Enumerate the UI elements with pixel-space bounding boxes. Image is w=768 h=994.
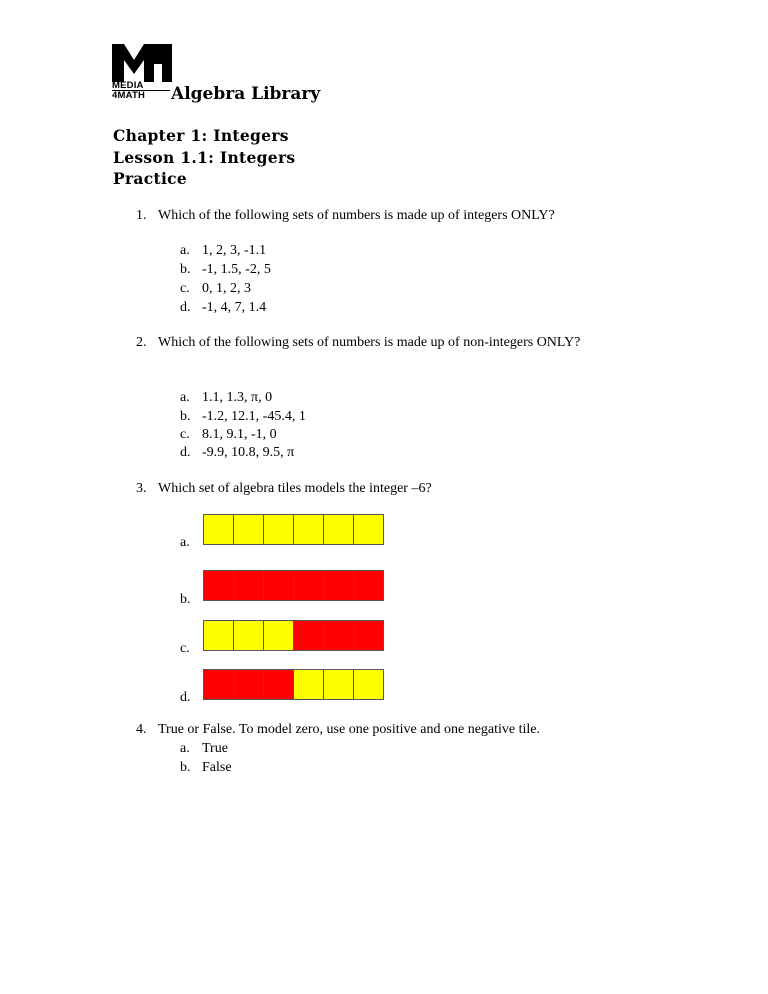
logo-line-2: 4MATH <box>112 90 170 100</box>
red-tile <box>354 621 383 650</box>
red-tile <box>354 571 383 600</box>
yellow-tile <box>324 670 354 699</box>
red-tile <box>294 571 324 600</box>
option-text: -9.9, 10.8, 9.5, π <box>202 445 295 460</box>
option-letter: a. <box>180 741 190 756</box>
yellow-tile <box>204 515 234 544</box>
yellow-tile <box>234 515 264 544</box>
option-letter: a. <box>180 243 190 258</box>
yellow-tile <box>264 515 294 544</box>
question-text: True or False. To model zero, use one positive and one negative tile. <box>158 722 540 737</box>
yellow-tile <box>294 515 324 544</box>
red-tile <box>234 670 264 699</box>
option-letter: a. <box>180 535 190 550</box>
option-letter: d. <box>180 300 191 315</box>
red-tile <box>264 670 294 699</box>
lesson-title: Lesson 1.1: Integers <box>113 147 296 167</box>
tile-set-3d <box>203 669 384 700</box>
option-letter: d. <box>180 690 191 705</box>
yellow-tile <box>264 621 294 650</box>
yellow-tile <box>204 621 234 650</box>
yellow-tile <box>294 670 324 699</box>
question-text: Which of the following sets of numbers is made up of non-integers ONLY? <box>158 335 581 350</box>
red-tile <box>324 571 354 600</box>
option-letter: c. <box>180 427 190 442</box>
logo-line-1: MEDIA <box>112 80 144 91</box>
option-letter: d. <box>180 445 191 460</box>
section-title: Practice <box>113 169 188 188</box>
tile-set-3a <box>203 514 384 545</box>
option-letter: b. <box>180 760 191 775</box>
yellow-tile <box>354 515 383 544</box>
library-title: Algebra Library <box>171 84 321 104</box>
option-letter: b. <box>180 592 191 607</box>
question-text: Which set of algebra tiles models the integer –6? <box>158 481 432 496</box>
tile-set-3b <box>203 570 384 601</box>
option-text: -1, 1.5, -2, 5 <box>202 262 271 277</box>
option-letter: c. <box>180 281 190 296</box>
option-letter: a. <box>180 390 190 405</box>
chapter-title: Chapter 1: Integers <box>113 126 289 145</box>
question-number: 4. <box>136 722 147 737</box>
red-tile <box>294 621 324 650</box>
red-tile <box>324 621 354 650</box>
red-tile <box>234 571 264 600</box>
option-text: 1, 2, 3, -1.1 <box>202 243 267 258</box>
option-text: True <box>202 741 228 756</box>
red-tile <box>264 571 294 600</box>
option-letter: b. <box>180 409 191 424</box>
question-number: 2. <box>136 335 147 350</box>
lesson-header <box>113 125 295 190</box>
option-text: -1, 4, 7, 1.4 <box>202 300 267 315</box>
logo-wordmark <box>112 81 170 100</box>
yellow-tile <box>234 621 264 650</box>
option-letter: b. <box>180 262 191 277</box>
option-text: 1.1, 1.3, π, 0 <box>202 390 273 405</box>
option-text: 0, 1, 2, 3 <box>202 281 251 296</box>
option-text: False <box>202 760 232 775</box>
option-text: 8.1, 9.1, -1, 0 <box>202 427 277 442</box>
red-tile <box>204 670 234 699</box>
red-tile <box>204 571 234 600</box>
option-text: -1.2, 12.1, -45.4, 1 <box>202 409 306 424</box>
option-letter: c. <box>180 641 190 656</box>
question-number: 1. <box>136 208 147 223</box>
tile-set-3c <box>203 620 384 651</box>
yellow-tile <box>324 515 354 544</box>
question-text: Which of the following sets of numbers is made up of integers ONLY? <box>158 208 555 223</box>
yellow-tile <box>354 670 383 699</box>
question-number: 3. <box>136 481 147 496</box>
